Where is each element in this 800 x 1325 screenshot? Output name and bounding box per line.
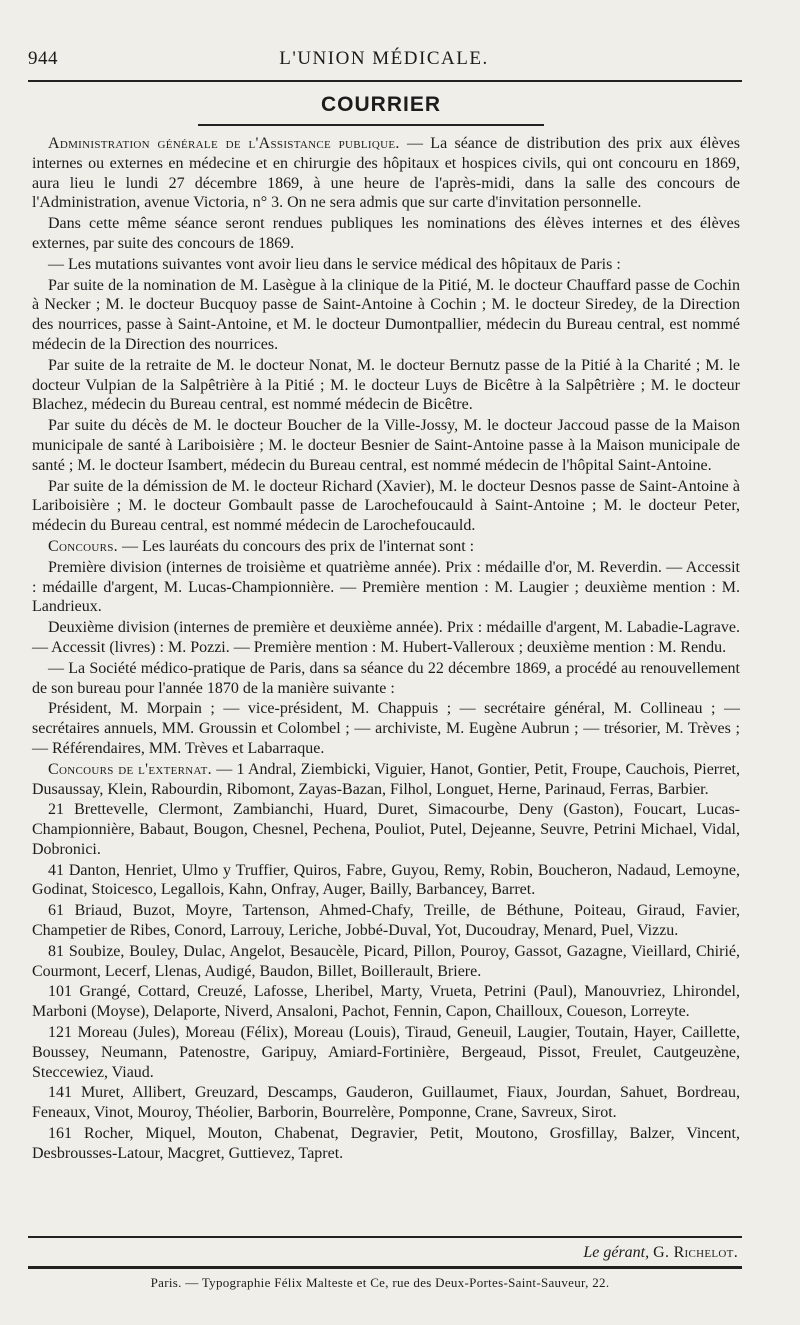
paragraph-text: 101 Grangé, Cottard, Creuzé, Lafosse, Lheribel, Marty, Vrueta, Petrini (Paul), Manouvriez, Lhirondel, Marboni (Moyse), Delaporte, Niverd, Ansaloni, Pachot, Fennin, Capon, Chailloux, Coueson, Lorreyte. — [32, 983, 740, 1021]
article-paragraph — [32, 901, 740, 941]
bottom-rule — [28, 1236, 742, 1238]
paragraph-text: Première division (internes de troisième et quatrième année). Prix : médaille d'or, M. Reverdin. — Accessit : médaille d'argent, M. Lucas-Championnière. — Première mention : M. Laugier ; deuxième mention : M. Landrieux. — [32, 558, 740, 616]
paragraph-text: — Les mutations suivantes vont avoir lieu dans le service médical des hôpitaux de Paris : — [48, 255, 621, 273]
signature-title: Le gérant, — [583, 1244, 650, 1261]
article-paragraph — [32, 942, 740, 982]
article-paragraph — [32, 618, 740, 658]
article-paragraph — [32, 699, 740, 758]
paragraph-text: 161 Rocher, Miquel, Mouton, Chabenat, Degravier, Petit, Moutono, Grosfillay, Balzer, Vincent, Desbrousses-Latour, Macgret, Guttievez, Tapret. — [32, 1125, 740, 1162]
article-paragraph — [32, 416, 740, 475]
imprint-rule — [28, 1266, 742, 1269]
paragraph-text: 81 Soubize, Bouley, Dulac, Angelot, Besaucèle, Picard, Pillon, Pouroy, Gassot, Gazagne, Vieillard, Chirié, Courmont, Lecerf, Llenas, Audigé, Baudon, Billet, Boillerault, Briere. — [32, 942, 740, 980]
paragraph-text: Par suite de la nomination de M. Lasègue à la clinique de la Pitié, M. le docteur Chauffard passe de Cochin à Necker ; M. le docteur Bucquoy passe de Saint-Antoine à Cochin ; M. le docteur Siredey, de la Direction des nourrices, passe à Saint-Antoine, et M. le docteur Dumontpallier, médecin du Bureau central, est nommé médecin de la Direction des nourrices. — [32, 276, 740, 353]
paragraph-text: 41 Danton, Henriet, Ulmo y Truffier, Quiros, Fabre, Guyou, Remy, Robin, Boucheron, Nadaud, Lemoyne, Godinat, Stoicesco, Legallois, Kahn, Onfray, Auger, Bailly, Barbancey, Barret. — [32, 861, 740, 899]
paragraph-lead: Administration générale de l'Assistance publique. — [48, 135, 400, 152]
paragraph-text: — La Société médico-pratique de Paris, dans sa séance du 22 décembre 1869, a procédé au renouvellement de son bureau pour l'année 1870 de la manière suivante : — [32, 659, 740, 697]
article-paragraph — [32, 1023, 740, 1082]
journal-title: L'UNION MÉDICALE. — [279, 48, 489, 69]
paragraph-text: 141 Muret, Allibert, Greuzard, Descamps, Gauderon, Guillaumet, Fiaux, Jourdan, Sahuet, Bordreau, Feneaux, Vinot, Mouroy, Théolier, Barborin, Bourrelère, Pomponne, Crane, Savreux, Sirot. — [32, 1084, 740, 1122]
paragraph-text: Dans cette même séance seront rendues publiques les nominations des élèves internes et des élèves externes, par suite des concours de 1869. — [32, 215, 740, 252]
paragraph-lead: Concours. — [48, 537, 118, 555]
article-paragraph — [32, 356, 740, 415]
article-paragraph — [32, 1124, 740, 1164]
paragraph-text: Deuxième division (internes de première et deuxième année). Prix : médaille d'argent, M. Labadie-Lagrave. — Accessit (livres) : M. Pozzi. — Première mention : M. Hubert-Valleroux ; deuxième mention : M. Rendu. — [32, 619, 740, 656]
paragraph-text: — 1 Andral, Ziembicki, Viguier, Hanot, Gontier, Petit, Froupe, Cauchois, Pierret, Dusaussay, Klein, Rabourdin, Ribomont, Zayas-Bazan, Filhol, Longuet, Herne, Parinaud, Ferras, Barbier. — [32, 760, 740, 798]
article-body — [32, 134, 740, 1165]
paragraph-text: — Les lauréats du concours des prix de l'internat sont : — [117, 537, 475, 555]
paragraph-text: 121 Moreau (Jules), Moreau (Félix), Moreau (Louis), Tiraud, Geneuil, Laugier, Toutain, Hayer, Caillette, Boussey, Neumann, Patenostre, Garipuy, Amiard-Fortinière, Bergeaud, Pissot, Freulet, Cautgeuzène, Steccewiez, Viaud. — [32, 1024, 740, 1081]
paragraph-text: 21 Brettevelle, Clermont, Zambianchi, Huard, Duret, Simacourbe, Deny (Gaston), Foucart, Lucas-Championnière, Babaut, Bougon, Chesnel, Pechena, Pouliot, Putel, Dejeanne, Seuvre, Petrini Michael, Vidal, Dobronici. — [32, 801, 740, 858]
header-rule — [28, 80, 742, 82]
paragraph-lead: Concours de l'externat. — [48, 760, 212, 778]
signature-name: G. Richelot. — [653, 1244, 738, 1261]
article-paragraph — [32, 760, 740, 800]
paragraph-text: Par suite du décès de M. le docteur Boucher de la Ville-Jossy, M. le docteur Jaccoud passe de la Maison municipale de santé à Lariboisière ; M. le docteur Besnier de Saint-Antoine passe à la Maison municipale de santé ; M. le docteur Isambert, médecin du Bureau central, est nommé médecin de l'hôpital Saint-Antoine. — [32, 417, 740, 474]
article-paragraph — [32, 255, 740, 275]
article-paragraph — [32, 659, 740, 699]
paragraph-text: — La séance de distribution des prix aux élèves internes ou externes en médecine et en chirurgie des hôpitaux et hospices civils, qui ont concouru en 1869, aura lieu le lundi 27 décembre 1869, à une heure de l'après-midi, dans la salle des concours de l'Administration, avenue Victoria, n° 3. On ne sera admis que sur carte d'invitation personnelle. — [32, 135, 740, 212]
article-paragraph — [32, 537, 740, 557]
article-paragraph — [32, 276, 740, 355]
title-rule — [198, 124, 544, 126]
paragraph-text: Par suite de la démission de M. le docteur Richard (Xavier), M. le docteur Desnos passe de Saint-Antoine à Lariboisière ; M. le docteur Gombault passe de Larochefoucauld à Saint-Antoine ; M. le docteur Peter, médecin du Bureau central, est nommé médecin de Larochefoucauld. — [32, 477, 740, 535]
page-number: 944 — [28, 48, 58, 69]
article-paragraph — [32, 982, 740, 1022]
article-paragraph — [32, 861, 740, 901]
section-title: COURRIER — [320, 93, 441, 116]
article-paragraph — [32, 134, 740, 213]
article-paragraph — [32, 214, 740, 254]
paragraph-text: 61 Briaud, Buzot, Moyre, Tartenson, Ahmed-Chafy, Treille, de Béthune, Poiteau, Giraud, Favier, Champetier de Ribes, Conord, Larrouy, Leriche, Jobbé-Duval, Yot, Ducoudray, Menard, Puel, Vizzu. — [32, 902, 740, 940]
paragraph-text: Par suite de la retraite de M. le docteur Nonat, M. le docteur Bernutz passe de la Pitié à la Charité ; M. le docteur Vulpian de la Salpêtrière à la Pitié ; M. le docteur Luys de Bicêtre à la Salpêtrière ; M. le docteur Blachez, médecin du Bureau central, est nommé médecin de Bicêtre. — [32, 356, 740, 414]
printer-imprint: Paris. — Typographie Félix Malteste et Ce, rue des Deux-Portes-Saint-Sauveur, 22. — [150, 1275, 610, 1290]
signature — [583, 1244, 738, 1262]
article-paragraph — [32, 477, 740, 536]
article-paragraph — [32, 1083, 740, 1123]
article-paragraph — [32, 800, 740, 859]
page-header — [28, 44, 740, 74]
paragraph-text: Président, M. Morpain ; — vice-président, M. Chappuis ; — secrétaire général, M. Collineau ; — secrétaires annuels, MM. Groussin et Colombel ; — archiviste, M. Eugène Aubrun ; — trésorier, M. Trèves ; — Référendaires, MM. Trèves et Labarraque. — [32, 700, 740, 757]
article-paragraph — [32, 558, 740, 617]
